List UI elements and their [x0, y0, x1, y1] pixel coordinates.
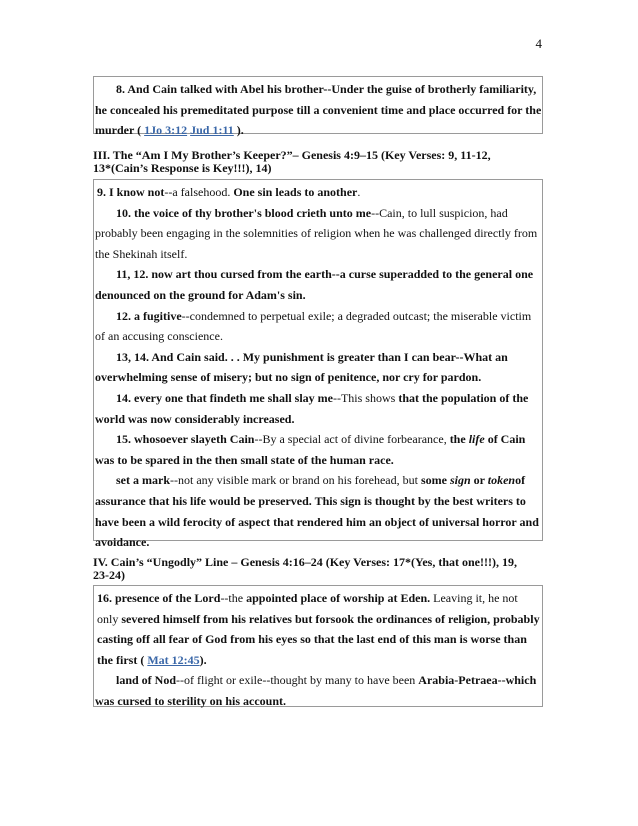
verse-15-text: --By a special act of divine forbearance, — [254, 432, 450, 447]
verse-9-text: --a falsehood. — [164, 185, 234, 199]
land-of-nod-reference: land of Nod — [116, 673, 177, 688]
set-a-mark-paragraph — [95, 470, 542, 552]
verse-15-emphasis-b: of Cain was to be spared in the then small state of the human race. — [95, 432, 526, 467]
verse-16-text: --the — [220, 591, 247, 605]
verse-14-reference: 14. every one that findeth me shall slay me — [116, 390, 333, 405]
link-1jo-3-12[interactable]: 1Jo 3:12 — [144, 123, 188, 138]
section-heading-iv — [93, 556, 545, 582]
verse-14-text: --This shows — [332, 390, 399, 405]
verse-16-text-2: Leaving it, he not only — [97, 591, 518, 626]
set-a-mark-emphasis-a: some — [420, 473, 450, 488]
set-a-mark-text: --not any visible mark or brand on his forehead, but — [170, 473, 421, 488]
verse-16-paragraph — [95, 588, 542, 670]
verse-10-text: --Cain, to lull suspicion, had probably been engaging in the solemnities of religion when he was challenged directly from the Shekinah itself. — [95, 205, 538, 261]
verse-16-reference: 16. presence of the Lord — [97, 591, 221, 605]
set-a-mark-sign: sign — [449, 473, 471, 488]
heading-iii-line-2: 13*(Cain’s Response is Key!!!), 14) — [93, 161, 272, 175]
verse-8-paragraph — [95, 79, 542, 141]
verse-15-emphasis-a: the — [449, 432, 469, 447]
set-a-mark-reference: set a mark — [116, 473, 170, 488]
heading-iii-line-1: III. The “Am I My Brother’s Keeper?”– Genesis 4:9–15 (Key Verses: 9, 11-12, — [93, 148, 491, 162]
verse-8-commentary: --Under the guise of brotherly familiarity, he concealed his premeditated purpose till a convenient time and place occurred for the murder ( — [95, 82, 542, 138]
verse-11-paragraph: 11, 12. now art thou cursed from the earth--a curse superadded to the general one denounced on the ground for Adam's sin. — [95, 267, 534, 302]
verse-13-paragraph: 13, 14. And Cain said. . . My punishment is greater than I can bear--What an overwhelming sense of misery; but no sign of penitence, nor cry for pardon. — [95, 349, 508, 385]
set-a-mark-or: or — [470, 473, 488, 488]
verse-9-reference: 9. I know not — [97, 185, 165, 199]
verse-10-reference: 10. the voice of thy brother's blood crieth unto me — [116, 205, 372, 220]
verse-15-paragraph — [95, 429, 542, 470]
land-of-nod-text: --of flight or exile--thought by many to have been — [176, 673, 419, 688]
verse-14-paragraph — [95, 388, 542, 429]
link-mat-12-45[interactable]: Mat 12:45 — [147, 652, 200, 667]
section-heading-iii — [93, 149, 545, 175]
land-of-nod-emphasis: Arabia-Petraea--which was cursed to sterility on his account. — [95, 673, 537, 708]
link-jud-1-11[interactable]: Jud 1:11 — [190, 123, 234, 138]
set-a-mark-token: token — [487, 473, 516, 488]
verse-14-emphasis: that the population of the world was now considerably increased. — [95, 390, 529, 426]
verse-9-end: . — [357, 185, 361, 199]
land-of-nod-paragraph — [95, 670, 542, 711]
verse-8-close: ). — [233, 123, 244, 138]
verse-16-close: ). — [199, 652, 207, 667]
verse-12-text: --condemned to perpetual exile; a degraded outcast; the miserable victim of an accusing conscience. — [95, 308, 532, 344]
verses-16-box — [93, 585, 543, 707]
verse-8-box — [93, 76, 543, 138]
verse-10-paragraph — [95, 203, 542, 265]
verse-16-emphasis-b: severed himself from his relatives but forsook the ordinances of religion, probably casting off all fear of God from his eyes so that the last end of this man is worse than the first ( — [97, 611, 540, 667]
verse-12-paragraph — [95, 306, 542, 347]
verse-15-life: life — [468, 432, 485, 447]
heading-iv-line-2: 23-24) — [93, 568, 125, 582]
verse-9-emphasis: One sin leads to another — [233, 185, 358, 199]
heading-iv-line-1: IV. Cain’s “Ungodly” Line – Genesis 4:16–24 (Key Verses: 17*(Yes, that one!!!), 19, — [93, 555, 517, 569]
verse-15-reference: 15. whosoever slayeth Cain — [116, 432, 255, 447]
verse-16-emphasis-a: appointed place of worship at Eden. — [246, 591, 431, 605]
set-a-mark-emphasis-b: of assurance that his life would be preserved. This sign is thought by the best writers to have been a wild ferocity of aspect that rendered him an object of universal horror and avoidance. — [95, 473, 539, 550]
verse-12-reference: 12. a fugitive — [116, 308, 182, 323]
verses-9-15-box — [93, 179, 543, 550]
verse-9-paragraph — [95, 182, 542, 203]
page-number: 4 — [535, 36, 542, 51]
verse-8-reference: 8. And Cain talked with Abel his brother — [116, 82, 324, 96]
